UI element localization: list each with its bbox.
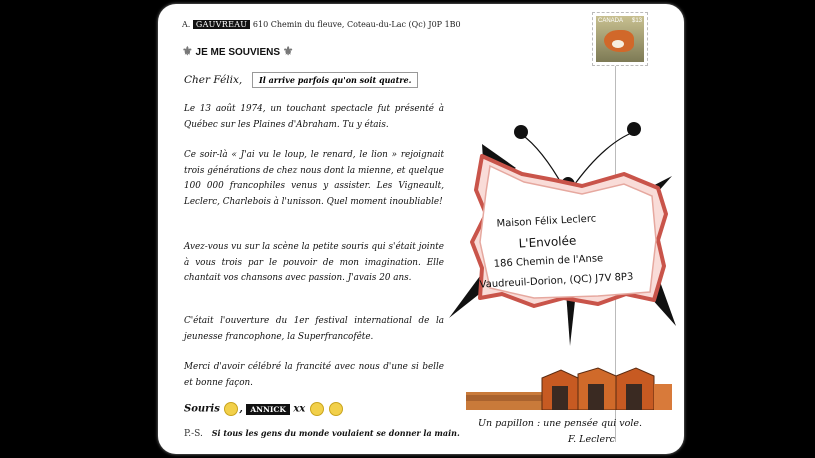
paragraph-5: Merci d'avoir célébré la francité avec nous d'une si belle et bonne façon.: [184, 362, 444, 388]
stamp-value: $13: [631, 18, 642, 24]
antenna-ball-right: [627, 122, 641, 136]
paragraph-4: C'était l'ouverture du 1er festival international de la jeunesse francophone, la Superfrancofête.: [184, 316, 444, 342]
tagline-box: Il arrive parfois qu'on soit quatre.: [252, 72, 418, 88]
house-1-door: [552, 386, 568, 410]
house-4: [654, 384, 672, 410]
sender-street: 610 Chemin du fleuve, Coteau-du-Lac (Qc) J0P 1B0: [252, 20, 461, 29]
signoff-kisses: xx: [293, 403, 306, 415]
sender-address: [182, 20, 461, 29]
quote-author: F. Leclerc: [568, 434, 615, 445]
greeting: Cher Félix,: [184, 74, 243, 86]
antenna-ball-left: [514, 125, 528, 139]
recipient-line-2: L'Envolée: [518, 233, 577, 251]
smiley-icon: [310, 402, 324, 416]
ps-text: Si tous les gens du monde voulaient se donner la main.: [211, 428, 460, 438]
butterfly-quote: Un papillon : une pensée qui vole.: [478, 418, 643, 429]
fleur-de-lis-icon: ⚜: [182, 44, 193, 58]
signoff-comma: ,: [239, 403, 243, 415]
title-text: JE ME SOUVIENS: [195, 47, 281, 58]
smiley-icon: [329, 402, 343, 416]
signoff-word: Souris: [184, 403, 220, 415]
houses-illustration: [466, 362, 672, 410]
stamp-country: CANADA: [598, 18, 624, 24]
houses-strip: [466, 395, 546, 401]
sender-prefix: A.: [182, 20, 191, 29]
recipient-line-3: 186 Chemin de l'Anse: [493, 253, 604, 270]
house-2-door: [588, 384, 604, 410]
smiley-icon: [224, 402, 238, 416]
fleur-de-lis-icon: ⚜: [282, 44, 294, 58]
postage-stamp: [592, 12, 648, 66]
stamp-image: [596, 16, 644, 62]
signoff-name: ANNICK: [246, 404, 290, 415]
paragraph-3: Avez-vous vu sur la scène la petite souris qui s'était jointe à vous trois par le pouvoir de mon imagination. Elle chantait vos chansons avec passion. J'avais 20 ans.: [184, 242, 444, 283]
recipient-address: [476, 208, 634, 295]
ps-label: P.-S.: [184, 429, 203, 439]
signoff: [184, 402, 344, 416]
house-3-door: [626, 384, 642, 410]
recipient-line-1: Maison Félix Leclerc: [496, 213, 597, 230]
fox-icon: [604, 30, 634, 52]
paragraph-1: Le 13 août 1974, un touchant spectacle fut présenté à Québec sur les Plaines d'Abraham. Tu y étais.: [184, 104, 444, 130]
recipient-line-4: Vaudreuil-Dorion, (QC) J7V 8P3: [479, 271, 634, 291]
paragraph-2: Ce soir-là « J'ai vu le loup, le renard, le lion » rejoignait trois générations de chez nous dont la mienne, et quelque 100 000 francophiles venus y assister. Les Vigneault, Leclerc, Charlebois à l'unisson. Quel moment inoubliable!: [184, 150, 444, 207]
card-title: [182, 44, 294, 58]
postscript: [184, 428, 460, 439]
postcard: [158, 4, 684, 454]
sender-name: GAUVREAU: [193, 20, 250, 29]
